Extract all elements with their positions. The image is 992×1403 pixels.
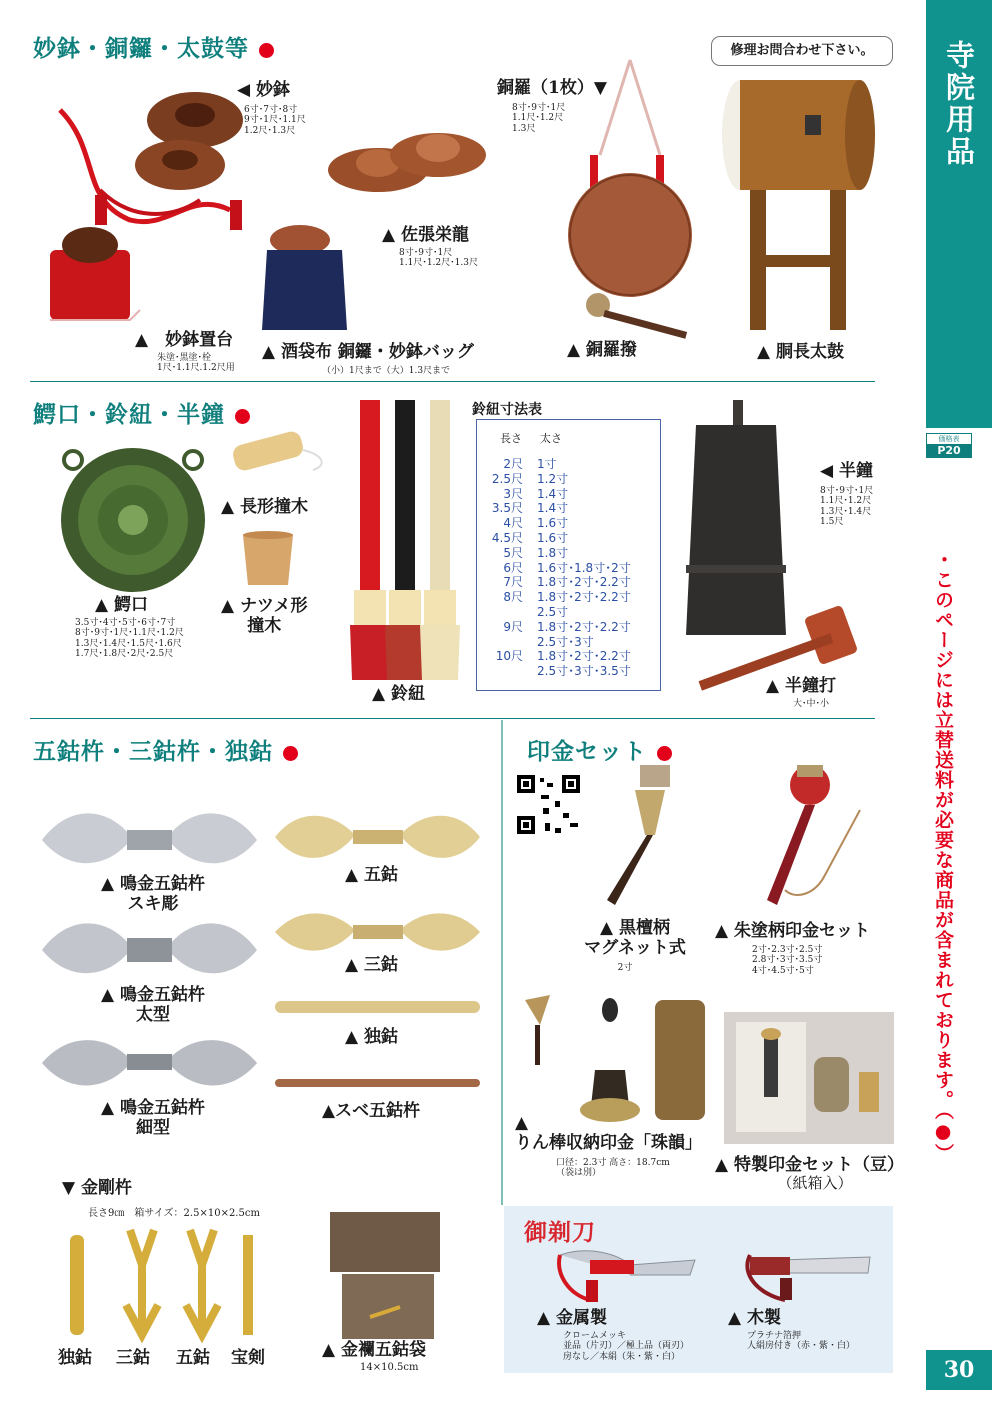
item-sizes-kokutan: 2寸 (617, 963, 633, 973)
table-cell-length: 4尺 (503, 516, 523, 531)
narikin-hoso-image (42, 1028, 257, 1098)
shunuri-inkin-image (755, 760, 865, 910)
category-title: 寺院用品 (942, 40, 976, 168)
item-label-suzuhimo: ▲ 鈴紐 (372, 684, 425, 704)
item-label-sube: ▲スベ五鈷杵 (322, 1101, 421, 1121)
item-sizes-kinzoku: クロームメッキ 並品（片刃）／極上品（両刃） 房なし／本絹（朱・紫・白） (563, 1331, 690, 1362)
item-label-shunuri: ▲ 朱塗柄印金セット (715, 921, 870, 941)
item-sizes-mokusei: プラチナ箔押 人絹房付き（赤・紫・白） (747, 1331, 856, 1352)
category-tab (926, 0, 992, 428)
item-label-rinbo-text: ▲ りん棒収納印金「珠韻」 (515, 1113, 702, 1154)
section-title-kamisori: 御剃刀 (524, 1219, 596, 1246)
item-label-mokusei: ▲ 木製 (728, 1308, 781, 1328)
price-label: 価格表 (938, 435, 960, 443)
shipping-dot-icon (259, 43, 274, 58)
item-label-hansho-da: ▲ 半鐘打 (766, 676, 836, 696)
item-label-narikin-hoso (88, 1098, 218, 1139)
table-cell-thickness: 1.8寸･2寸･2.2寸 (537, 590, 631, 605)
divider (30, 381, 875, 382)
item-sizes-kinran: 14×10.5cm (360, 1362, 419, 1373)
item-sizes-tokusei: （紙箱入） (777, 1174, 853, 1192)
item-label-narikin-suki (88, 874, 218, 915)
item-label-taiko: ▲ 胴長太鼓 (757, 342, 844, 362)
cymbals-image (40, 70, 260, 340)
table-cell-thickness: 1.8寸 (537, 545, 569, 560)
item-label-bag: ▲ 酒袋布 銅鑼・妙鉢バッグ (262, 342, 474, 362)
item-sizes-rinbo: 口径：2.3寸 高さ：18.7cm （袋は別） (556, 1158, 670, 1179)
rinbo-inkin-image (515, 985, 715, 1125)
sahari-cymbals-image (328, 115, 488, 215)
shipping-note: ・このページには立替送料が必要な商品が含まれております。（●） (932, 550, 954, 1164)
item-label-dokko: ▲ 独鈷 (345, 1027, 398, 1047)
item-label-dora: 銅羅（1枚）▼ (497, 78, 607, 98)
item-label-tokusei: ▲ 特製印金セット（豆） (715, 1155, 904, 1175)
narikin-futo-image (42, 910, 257, 985)
item-label-kinran: ▲ 金襴五鈷袋 (322, 1340, 426, 1360)
item-label-kokutan (570, 918, 700, 959)
kongo-sizes: 長さ9㎝ 箱サイズ：2.5×10×2.5cm (88, 1208, 260, 1219)
tokusei-inkin-image (724, 1012, 894, 1144)
section-title-text: 鰐口・鈴紐・半鐘 (33, 401, 225, 428)
table-cell-thickness: 1.8寸･2寸･2.2寸 (537, 575, 631, 590)
item-label-natsume (221, 596, 307, 637)
bag-image (262, 220, 352, 335)
table-header-length: 長さ (500, 432, 522, 445)
item-label-sanko: ▲ 三鈷 (345, 955, 398, 975)
divider (30, 718, 875, 719)
price-reference (926, 433, 972, 458)
table-cell-length: 7尺 (503, 575, 523, 590)
table-cell-thickness: 1.4寸 (537, 501, 569, 516)
narikin-suki-image (42, 800, 257, 875)
table-cell-thickness: 1.8寸･2寸･2.2寸 (537, 649, 631, 664)
kamisori-metal-image (550, 1245, 700, 1307)
item-sizes-hansho: 8寸･9寸･1尺 1.1尺･1.2尺 1.3尺･1.4尺 1.5尺 (820, 486, 874, 528)
hansho-bell-image (676, 395, 876, 700)
item-label-myohachi: ◀ 妙鉢 (237, 80, 290, 100)
item-label-natsume-text: ▲ ナツメ形 撞木 (221, 596, 308, 637)
item-sizes-myohachi-stand: 朱塗･黒塗･栓 1尺･1.1尺.1.2尺用 (157, 353, 235, 374)
sube-image (275, 1070, 480, 1096)
table-cell-thickness: 2.5寸･3寸･3.5寸 (537, 664, 631, 679)
kinran-bag-image (330, 1212, 440, 1342)
table-cell-thickness: 1.2寸 (537, 471, 569, 486)
taiko-drum-image (720, 75, 880, 335)
item-sizes-waniguchi: 3.5寸･4寸･5寸･6寸･7寸 8寸･9寸･1尺･1.1尺･1.2尺 1.3尺･1.4尺･1.5尺･1.6尺 1.7尺･1.8尺･2尺･2.5尺 (75, 618, 184, 660)
kongo-name-dokko: 独鈷 (58, 1348, 92, 1368)
item-label-waniguchi: ▲ 鰐口 (95, 595, 148, 615)
kongo-name-goko: 五鈷 (176, 1348, 210, 1368)
table-cell-thickness: 2.5寸 (537, 605, 569, 619)
table-cell-length: 5尺 (503, 545, 523, 560)
kongo-name-hoken: 宝剣 (231, 1348, 265, 1368)
table-cell-length: 9尺 (503, 619, 523, 634)
section-title-text: 印金セット (527, 738, 647, 765)
suzuhimo-table-title: 鈴紐寸法表 (472, 402, 542, 418)
section-title-myohachi (33, 30, 274, 63)
item-label-kinzoku: ▲ 金属製 (537, 1308, 607, 1328)
table-cell-length: 10尺 (495, 649, 523, 664)
item-sizes-dora: 8寸･9寸･1尺 1.1尺･1.2尺 1.3尺 (512, 103, 566, 134)
table-cell-length: 6尺 (503, 560, 523, 575)
price-page: P20 (927, 444, 971, 457)
table-cell-thickness: 1.6寸 (537, 516, 569, 531)
kongo-name-sanko: 三鈷 (116, 1348, 150, 1368)
item-label-kokutan-text: ▲ 黒檀柄 マグネット式 (584, 918, 686, 959)
table-cell-thickness: 1.4寸 (537, 486, 569, 501)
goko-image (275, 805, 480, 870)
suzuhimo-image (340, 395, 470, 685)
vertical-divider (501, 720, 503, 1205)
item-label-narikin-suki-text: ▲ 鳴金五鈷杵 スキ彫 (101, 874, 205, 915)
table-cell-length: 8尺 (503, 590, 523, 605)
item-sizes-hansho-da: 大･中･小 (792, 699, 829, 709)
shipping-dot-icon (283, 746, 298, 761)
repair-note: 修理お問合わせ下さい。 (711, 36, 893, 66)
table-cell-thickness: 1.8寸･2寸･2.2寸 (537, 619, 631, 634)
shipping-dot-icon (657, 746, 672, 761)
kongo-set-image (60, 1225, 290, 1345)
table-cell-thickness: 1.6寸･1.8寸･2寸 (537, 560, 631, 575)
qr-code-icon[interactable] (515, 773, 582, 836)
table-cell-length: 4.5尺 (491, 531, 523, 545)
item-label-myohachi-stand: ▲ 妙鉢置台 (135, 330, 234, 350)
kongo-title: ▼ 金剛杵 (62, 1178, 132, 1198)
section-title-text: 妙鉢・銅鑼・太鼓等 (33, 35, 249, 62)
item-label-dora-bachi: ▲ 銅羅撥 (567, 340, 637, 360)
kamisori-wood-image (740, 1245, 880, 1307)
shumoku-long-image (228, 420, 338, 480)
table-cell-length: 3尺 (503, 486, 523, 501)
item-label-narikin-futo-text: ▲ 鳴金五鈷杵 太型 (101, 985, 205, 1026)
section-title-goko (33, 733, 298, 766)
item-label-rinbo (515, 1113, 702, 1154)
dora-gong-image (560, 55, 700, 355)
item-label-shumoku-long: ▲ 長形撞木 (221, 497, 308, 517)
table-cell-thickness: 2.5寸･3寸 (537, 634, 594, 649)
section-title-waniguchi (33, 396, 250, 429)
page-number: 30 (926, 1350, 992, 1390)
item-sizes-sahari: 8寸･9寸･1尺 1.1尺･1.2尺･1.3尺 (399, 248, 478, 269)
item-label-goko: ▲ 五鈷 (345, 865, 398, 885)
table-cell-length: 2尺 (503, 457, 523, 471)
dokko-image (275, 993, 480, 1021)
item-sizes-myohachi: 6寸･7寸･8寸 9寸･1尺･1.1尺 1.2尺･1.3尺 (244, 105, 306, 136)
item-sizes-shunuri: 2寸･2.3寸･2.5寸 2.8寸･3寸･3.5寸 4寸･4.5寸･5寸 (752, 945, 823, 976)
item-label-narikin-hoso-text: ▲ 鳴金五鈷杵 細型 (101, 1098, 205, 1139)
item-label-sahari: ▲ 佐張栄龍 (382, 225, 469, 245)
table-header-thickness: 太さ (540, 432, 562, 445)
table-cell-thickness: 1.6寸 (537, 531, 569, 545)
item-sizes-bag: （小）1尺まで（大）1.3尺まで (322, 366, 451, 376)
item-label-hansho: ◀ 半鐘 (820, 461, 873, 481)
natsume-image (238, 530, 298, 590)
table-cell-length: 3.5尺 (491, 501, 523, 516)
waniguchi-image (48, 445, 218, 595)
table-cell-thickness: 1寸 (537, 457, 557, 471)
item-label-narikin-futo (88, 985, 218, 1026)
kokutan-inkin-image (595, 760, 675, 910)
section-title-text: 五鈷杵・三鈷杵・独鈷 (33, 738, 273, 765)
table-cell-length: 2.5尺 (491, 471, 523, 486)
